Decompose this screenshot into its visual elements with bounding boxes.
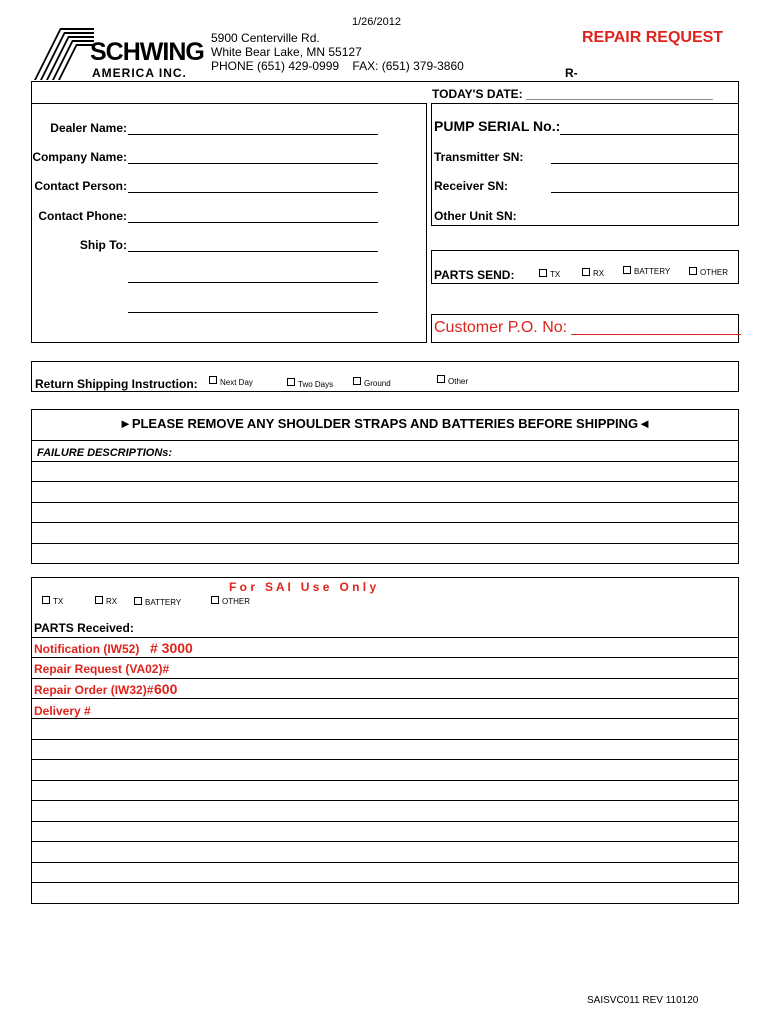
parts-send-other-checkbox[interactable] bbox=[689, 267, 697, 275]
address-line-2: White Bear Lake, MN 55127 bbox=[211, 45, 362, 59]
schwing-logo bbox=[30, 28, 210, 80]
contact-person-field[interactable] bbox=[128, 192, 378, 193]
sai-line bbox=[31, 678, 739, 679]
pump-serial-field[interactable] bbox=[560, 134, 738, 135]
failure-box bbox=[31, 409, 739, 564]
sai-title: F o r S A I U s e O n l y bbox=[229, 580, 377, 594]
parts-send-label: PARTS SEND: bbox=[434, 268, 515, 282]
pump-serial-label: PUMP SERIAL No.: bbox=[434, 118, 561, 134]
two-days-label: Two Days bbox=[298, 380, 334, 389]
logo-sub-text: AMERICA INC. bbox=[92, 66, 187, 80]
transmitter-sn-field[interactable] bbox=[551, 163, 738, 164]
sai-other-label: OTHER bbox=[222, 597, 250, 606]
sai-rx-label: RX bbox=[106, 597, 118, 606]
receiver-sn-label: Receiver SN: bbox=[434, 179, 509, 193]
dealer-name-field[interactable] bbox=[128, 134, 378, 135]
sai-line[interactable] bbox=[31, 759, 739, 760]
form-title: REPAIR REQUEST bbox=[582, 29, 724, 46]
sai-line[interactable] bbox=[31, 800, 739, 801]
sai-line[interactable] bbox=[31, 841, 739, 842]
contact-person-label: Contact Person: bbox=[34, 179, 127, 193]
ship-to-label: Ship To: bbox=[79, 238, 127, 252]
sai-tx-label: TX bbox=[53, 597, 64, 606]
sai-line[interactable] bbox=[31, 739, 739, 740]
other-shipping-checkbox[interactable] bbox=[437, 375, 445, 383]
company-name-label: Company Name: bbox=[32, 150, 127, 164]
other-shipping-label: Other bbox=[448, 377, 469, 386]
parts-received-label: PARTS Received: bbox=[34, 621, 134, 635]
address-line-1: 5900 Centerville Rd. bbox=[211, 31, 320, 45]
todays-date[interactable]: TODAY'S DATE: ____________________________ bbox=[432, 87, 713, 101]
failure-line[interactable] bbox=[31, 543, 739, 544]
ground-label: Ground bbox=[364, 379, 391, 388]
failure-line[interactable] bbox=[31, 502, 739, 503]
sai-line[interactable] bbox=[31, 882, 739, 883]
ground-checkbox[interactable] bbox=[353, 377, 361, 385]
failure-line[interactable] bbox=[31, 522, 739, 523]
sai-other-checkbox[interactable] bbox=[211, 596, 219, 604]
ship-to-field-1[interactable] bbox=[128, 251, 378, 252]
customer-po-label[interactable]: Customer P.O. No: ___________________ bbox=[434, 319, 741, 336]
parts-send-other-label: OTHER bbox=[700, 268, 728, 277]
parts-send-tx-checkbox[interactable] bbox=[539, 269, 547, 277]
form-date: 1/26/2012 bbox=[352, 16, 401, 28]
sai-rx-checkbox[interactable] bbox=[95, 596, 103, 604]
shipping-notice: ►PLEASE REMOVE ANY SHOULDER STRAPS AND BATTERIES BEFORE SHIPPING◄ bbox=[118, 416, 652, 431]
header-left-edge bbox=[31, 81, 32, 103]
repair-request-label: Repair Request (VA02)# bbox=[34, 662, 170, 676]
sai-line bbox=[31, 698, 739, 699]
next-day-label: Next Day bbox=[220, 378, 253, 387]
notification-label: Notification (IW52) bbox=[34, 642, 140, 656]
notification-value[interactable]: # 3000 bbox=[150, 640, 193, 656]
failure-line[interactable] bbox=[31, 461, 739, 462]
logo-stripes-icon bbox=[30, 28, 94, 80]
failure-descriptions-label: FAILURE DESCRIPTIONs: bbox=[37, 447, 173, 459]
repair-order-label: Repair Order (IW32)# bbox=[34, 683, 154, 697]
sai-line bbox=[31, 657, 739, 658]
parts-send-tx-label: TX bbox=[550, 270, 561, 279]
failure-line[interactable] bbox=[31, 481, 739, 482]
ship-to-field-3[interactable] bbox=[128, 312, 378, 313]
delivery-label: Delivery # bbox=[34, 704, 91, 718]
header-rule bbox=[31, 81, 739, 82]
sai-line[interactable] bbox=[31, 718, 739, 719]
sai-line[interactable] bbox=[31, 780, 739, 781]
sai-line[interactable] bbox=[31, 862, 739, 863]
logo-main-text: SCHWING bbox=[90, 38, 204, 66]
return-shipping-label: Return Shipping Instruction: bbox=[35, 377, 198, 391]
contact-phone-label: Contact Phone: bbox=[38, 209, 127, 223]
other-unit-sn-label: Other Unit SN: bbox=[434, 209, 517, 223]
header-right-edge bbox=[738, 81, 739, 103]
sai-box bbox=[31, 577, 739, 904]
failure-divider bbox=[31, 440, 739, 441]
contact-phone-field[interactable] bbox=[128, 222, 378, 223]
request-number-prefix: R- bbox=[565, 66, 578, 80]
sai-line bbox=[31, 637, 739, 638]
parts-send-battery-checkbox[interactable] bbox=[623, 266, 631, 274]
dealer-name-label: Dealer Name: bbox=[50, 121, 127, 135]
repair-order-value[interactable]: 600 bbox=[154, 681, 178, 697]
company-name-field[interactable] bbox=[128, 163, 378, 164]
dealer-box bbox=[31, 103, 427, 343]
phone-fax: PHONE (651) 429-0999 FAX: (651) 379-3860 bbox=[211, 59, 464, 73]
transmitter-sn-label: Transmitter SN: bbox=[434, 150, 524, 164]
sai-battery-label: BATTERY bbox=[145, 598, 182, 607]
receiver-sn-field[interactable] bbox=[551, 192, 738, 193]
sai-tx-checkbox[interactable] bbox=[42, 596, 50, 604]
form-revision: SAISVC011 REV 110120 bbox=[587, 995, 699, 1006]
next-day-checkbox[interactable] bbox=[209, 376, 217, 384]
sai-line[interactable] bbox=[31, 821, 739, 822]
parts-send-rx-label: RX bbox=[593, 269, 605, 278]
two-days-checkbox[interactable] bbox=[287, 378, 295, 386]
parts-send-rx-checkbox[interactable] bbox=[582, 268, 590, 276]
parts-send-battery-label: BATTERY bbox=[634, 267, 671, 276]
sai-battery-checkbox[interactable] bbox=[134, 597, 142, 605]
ship-to-field-2[interactable] bbox=[128, 282, 378, 283]
